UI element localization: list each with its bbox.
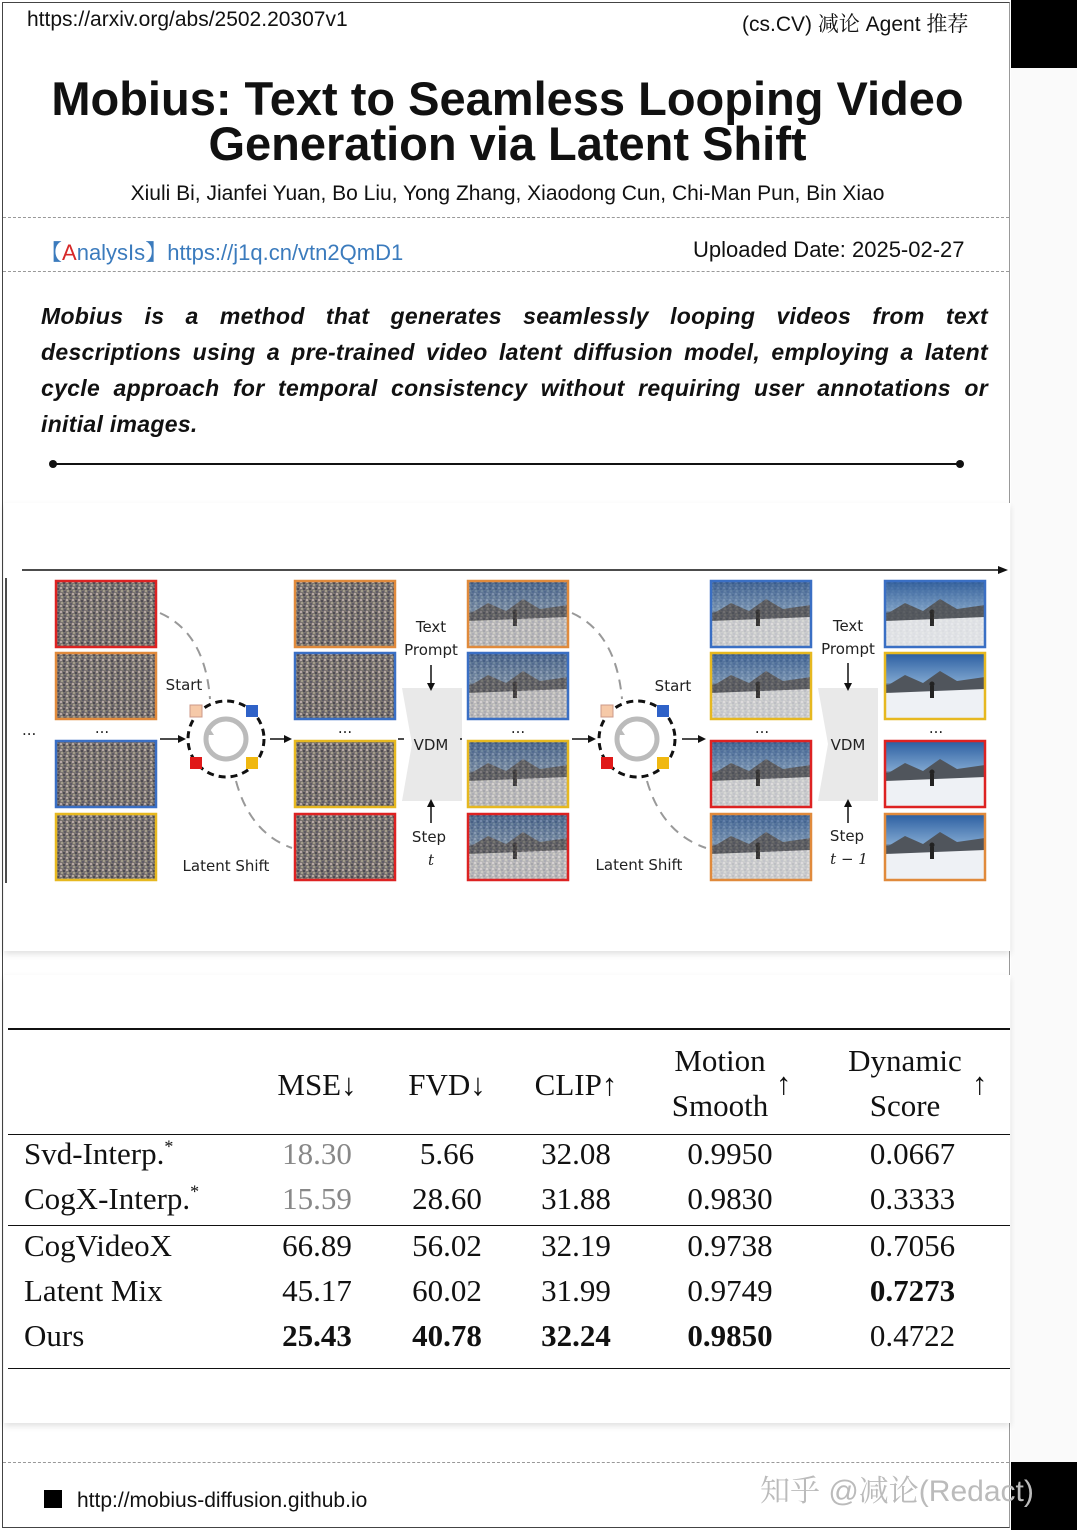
table-cell: 15.59 bbox=[282, 1181, 352, 1216]
table-cell-best: 40.78 bbox=[412, 1318, 482, 1353]
start-label: Start bbox=[654, 677, 692, 695]
noise-frame-blue bbox=[295, 653, 395, 719]
paper-title-line-1: Mobius: Text to Seamless Looping Video bbox=[51, 72, 964, 125]
bracket-open: 【 bbox=[40, 240, 63, 265]
pipeline-figure bbox=[0, 503, 1012, 951]
table-cell: 28.60 bbox=[412, 1181, 482, 1216]
header-text: CLIP bbox=[534, 1067, 602, 1102]
table-cell: 32.08 bbox=[541, 1136, 611, 1171]
header-text: MSE bbox=[277, 1067, 342, 1102]
table-row-label: Ours bbox=[24, 1318, 85, 1353]
table-cell: 18.30 bbox=[282, 1136, 352, 1171]
noise-frame-orange bbox=[295, 581, 395, 647]
noise-frame-orange bbox=[56, 653, 156, 719]
watermark: 知乎 @减论(Redact) bbox=[760, 1475, 1034, 1508]
start-label: Start bbox=[165, 676, 203, 694]
table-row-label: CogVideoX bbox=[24, 1228, 172, 1263]
table-cell: 60.02 bbox=[412, 1273, 482, 1308]
authors: Xiuli Bi, Jianfei Yuan, Bo Liu, Yong Zhang, Xiaodong Cun, Chi-Man Pun, Bin Xiao bbox=[130, 182, 885, 205]
ellipsis: ... bbox=[928, 719, 944, 737]
noise-frame-red bbox=[56, 581, 156, 647]
analysis-link-row bbox=[40, 236, 403, 267]
analysis-url[interactable]: https://j1q.cn/vtn2QmD1 bbox=[167, 240, 404, 265]
table-rule-mid bbox=[8, 1225, 1010, 1226]
header-text: FVD bbox=[408, 1067, 471, 1102]
corner-decoration-top bbox=[1011, 0, 1077, 68]
divider bbox=[3, 217, 1009, 218]
text-prompt-label: Prompt bbox=[821, 640, 875, 658]
table-cell: 0.9749 bbox=[687, 1273, 773, 1308]
vdm-label: VDM bbox=[830, 736, 866, 754]
separator-line bbox=[45, 456, 970, 472]
table-cell: 5.66 bbox=[419, 1136, 475, 1171]
ellipsis: ... bbox=[22, 721, 37, 739]
ellipsis: ... bbox=[510, 719, 526, 737]
column-header-dynamic: Dynamic bbox=[848, 1043, 962, 1078]
table-row-label: Svd-Interp.* bbox=[24, 1136, 174, 1171]
table-cell-best: 25.43 bbox=[282, 1318, 352, 1353]
step-label: Step bbox=[411, 828, 447, 846]
table-rule-header bbox=[8, 1134, 1010, 1135]
table-rule-top bbox=[8, 1028, 1010, 1030]
paper-title-line-2: Generation via Latent Shift bbox=[208, 117, 807, 170]
abstract: Mobius is a method that generates seamlessly looping videos from text descriptions using a pre-trained video latent diffusion model, employing a latent cycle approach for temporal consistency without requiring user annotations or initial images. bbox=[41, 303, 988, 437]
ellipsis: ... bbox=[337, 719, 353, 737]
analysis-label: nalysIs bbox=[76, 240, 146, 265]
vdm-label: VDM bbox=[413, 736, 449, 754]
analysis-a: A bbox=[62, 240, 77, 265]
noise-frame-yellow bbox=[295, 741, 395, 807]
arrow-up-icon: ↑ bbox=[776, 1066, 792, 1101]
text-prompt-label: Prompt bbox=[404, 641, 458, 659]
table-cell-best: 32.24 bbox=[541, 1318, 611, 1353]
table-cell: 31.99 bbox=[541, 1273, 611, 1308]
arrow-down-icon: ↓ bbox=[341, 1067, 357, 1102]
table-cell: 0.9830 bbox=[687, 1181, 773, 1216]
latent-shift-label: Latent Shift bbox=[182, 857, 270, 875]
latent-shift-label: Latent Shift bbox=[595, 856, 683, 874]
table-rule-bottom bbox=[8, 1368, 1010, 1369]
text-prompt-label: Text bbox=[415, 618, 447, 636]
divider bbox=[3, 271, 1009, 272]
ellipsis: ... bbox=[754, 719, 770, 737]
upload-date: Uploaded Date: 2025-02-27 bbox=[693, 237, 965, 262]
table-cell-best: 0.7273 bbox=[869, 1273, 956, 1308]
bracket-close: 】 bbox=[145, 240, 168, 265]
table-cell-best: 0.9850 bbox=[687, 1318, 773, 1353]
column-header-motion: Motion bbox=[674, 1043, 766, 1078]
latent-cycle-1 bbox=[160, 613, 292, 848]
table-cell: 66.89 bbox=[282, 1228, 352, 1263]
step-label: Step bbox=[829, 827, 865, 845]
table-cell: 0.3333 bbox=[869, 1181, 956, 1216]
bullet-square-icon bbox=[44, 1490, 62, 1508]
latent-cycle-2 bbox=[572, 613, 706, 848]
table-cell: 31.88 bbox=[541, 1181, 611, 1216]
step-t-minus-1: t − 1 bbox=[830, 850, 868, 868]
column-header-clip bbox=[516, 1067, 636, 1103]
table-cell: 0.4722 bbox=[869, 1318, 956, 1353]
arrow-up-icon: ↑ bbox=[972, 1066, 988, 1101]
column-header-mse bbox=[262, 1067, 372, 1103]
arxiv-url[interactable]: https://arxiv.org/abs/2502.20307v1 bbox=[27, 8, 348, 31]
column-header-motion: Smooth bbox=[671, 1088, 769, 1123]
table-cell: 45.17 bbox=[282, 1273, 352, 1308]
table-cell: 56.02 bbox=[412, 1228, 482, 1263]
noise-frame-yellow bbox=[56, 814, 156, 880]
table-cell: 0.9950 bbox=[687, 1136, 773, 1171]
table-cell: 0.0667 bbox=[869, 1136, 956, 1171]
table-cell: 32.19 bbox=[541, 1228, 611, 1263]
table-row-label: Latent Mix bbox=[24, 1273, 163, 1308]
text-prompt-label: Text bbox=[832, 617, 864, 635]
ellipsis: ... bbox=[94, 719, 110, 737]
right-margin bbox=[1011, 68, 1077, 1462]
category-tag: (cs.CV) 减论 Agent 推荐 bbox=[742, 13, 969, 36]
column-header-fvd bbox=[392, 1067, 502, 1103]
project-url[interactable]: http://mobius-diffusion.github.io bbox=[77, 1489, 368, 1512]
divider bbox=[3, 1462, 1009, 1463]
step-t: t bbox=[427, 851, 435, 869]
table-row-label: CogX-Interp.* bbox=[24, 1181, 200, 1216]
arrow-up-icon: ↑ bbox=[601, 1067, 618, 1102]
table-cell: 0.7056 bbox=[869, 1228, 956, 1263]
arrow-down-icon: ↓ bbox=[470, 1067, 486, 1102]
noise-frame-blue bbox=[56, 741, 156, 807]
column-header-dynamic: Score bbox=[869, 1088, 941, 1123]
noise-frame-red bbox=[295, 814, 395, 880]
table-cell: 0.9738 bbox=[687, 1228, 773, 1263]
